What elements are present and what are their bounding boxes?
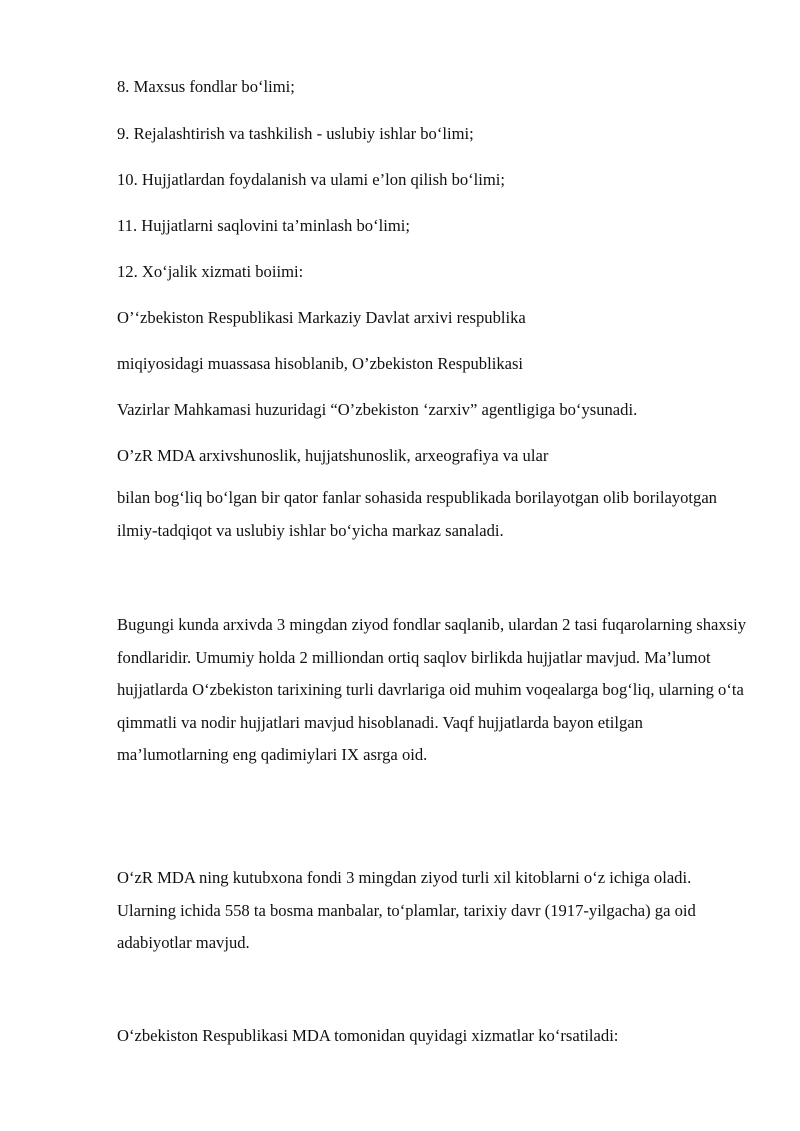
- intro-line: miqiyosidagi muassasa hisoblanib, O’zbekiston Respublikasi: [117, 354, 524, 373]
- list-item: 8. Maxsus fondlar bo‘limi;: [117, 77, 295, 96]
- intro-line: Vazirlar Mahkamasi huzuridagi “O’zbekiston ‘zarxiv” agentligiga bo‘ysunadi.: [117, 400, 638, 419]
- list-item: 9. Rejalashtirish va tashkilish - uslubiy ishlar bo‘limi;: [117, 124, 474, 143]
- services-paragraph: O‘zbekiston Respublikasi MDA tomonidan quyidagi xizmatlar ko‘rsatiladi:: [117, 1026, 619, 1045]
- intro-line: O’‘zbekiston Respublikasi Markaziy Davlat arxivi respublika: [117, 308, 526, 327]
- funds-paragraph: Bugungi kunda arxivda 3 mingdan ziyod fondlar saqlanib, ulardan 2 tasi fuqarolarning shaxsiy fondlaridir. Umumiy holda 2 milliondan ortiq saqlov birlikda hujjatlar mavjud. Ma’lumot hujjatlarda O‘zbekiston tarixining turli davrlariga oid muhim voqealarga bog‘liq, ularning o‘ta qimmatli va nodir hujjatlari mavjud hisoblanadi. Vaqf hujjatlarda bayon etilgan ma’lumotlarning eng qadimiylari IX asrga oid.: [117, 615, 747, 764]
- library-paragraph: O‘zR MDA ning kutubxona fondi 3 mingdan ziyod turli xil kitoblarni o‘z ichiga oladi. Ularning ichida 558 ta bosma manbalar, to‘plamlar, tarixiy davr (1917-yilgacha) ga oid adabiyotlar mavjud.: [117, 868, 696, 952]
- intro-paragraph: bilan bog‘liq bo‘lgan bir qator fanlar sohasida respublikada borilayotgan olib borilayotgan ilmiy-tadqiqot va uslubiy ishlar bo‘yicha markaz sanaladi.: [117, 488, 717, 540]
- list-item: 10. Hujjatlardan foydalanish va ulami e’lon qilish bo‘limi;: [117, 170, 506, 189]
- intro-line: O’zR MDA arxivshunoslik, hujjatshunoslik, arxeografiya va ular: [117, 446, 549, 465]
- list-item: 12. Xo‘jalik xizmati boiimi:: [117, 262, 304, 281]
- list-item: 11. Hujjatlarni saqlovini ta’minlash bo‘limi;: [117, 216, 410, 235]
